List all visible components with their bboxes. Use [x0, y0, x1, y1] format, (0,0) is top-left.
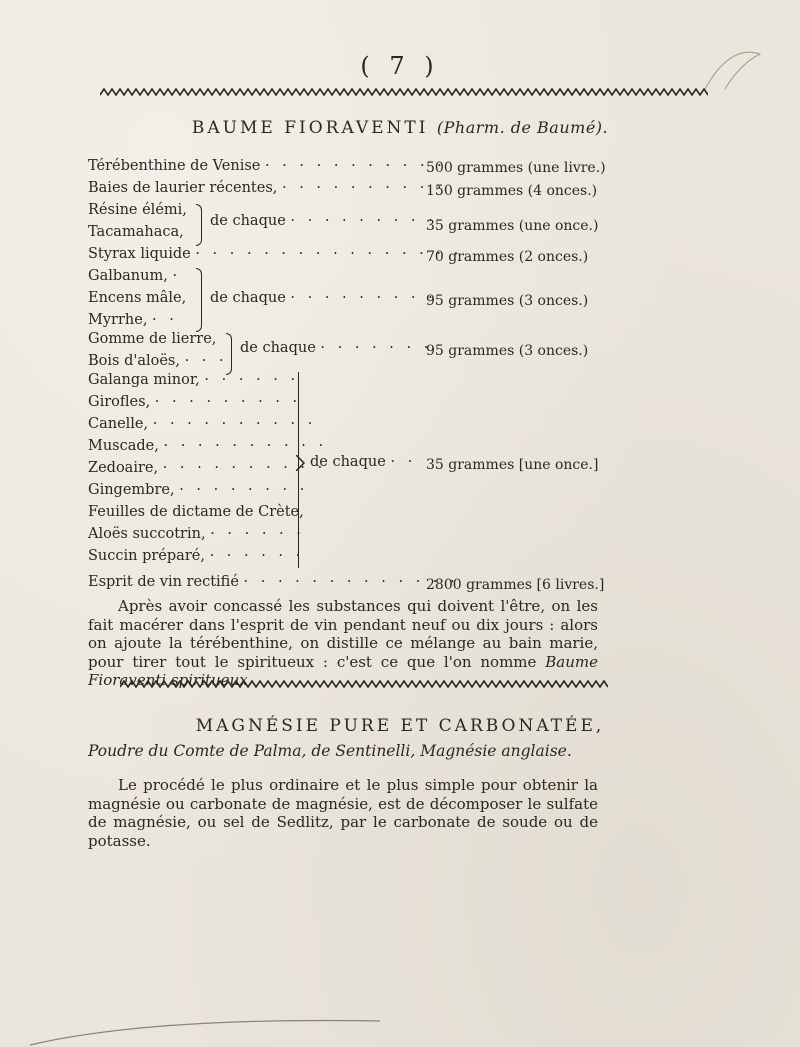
group-label: de chaque [240, 340, 316, 356]
paragraph-text: Le procédé le plus ordinaire et le plus simple pour obtenir la magnésie ou carbonate de magnésie, est de décomposer le sulfate de magnésie, ou sel de Sedlitz, par le carbonate de soude ou de potasse. [88, 776, 598, 850]
ingredient-name: Styrax liquide [88, 246, 191, 262]
ingredient-row: Gomme de lierre, [88, 331, 217, 347]
ingredient-name: Muscade, [88, 438, 159, 454]
ingredient-row [88, 158, 446, 174]
ingredient-name: Myrrhe, [88, 312, 148, 328]
section-title-baume [0, 118, 800, 138]
brace-point-icon [296, 455, 308, 471]
leader-dots: · · · · · · · [320, 340, 433, 356]
page-curve-shadow-icon [30, 1005, 390, 1047]
ingredient-row [88, 268, 181, 284]
ingredient-name: Feuilles de dictame de Crète, [88, 504, 304, 520]
group-brace [226, 333, 232, 375]
ingredient-name: Canelle, [88, 416, 149, 432]
ingredient-row [88, 246, 462, 262]
leader-dots: · · [152, 312, 178, 328]
leader-dots: · · · · · · · · · · [281, 180, 446, 196]
ingredient-name: Zedoaire, [88, 460, 159, 476]
body-paragraph [88, 597, 598, 690]
ingredient-name: Bois d'aloës, [88, 353, 180, 369]
zigzag-rule-icon [120, 680, 608, 688]
group-label: de chaque [310, 454, 386, 470]
ingredient-row [88, 416, 316, 432]
ingredient-name: Aloës succotrin, [88, 526, 206, 542]
group-label: de chaque [210, 290, 286, 306]
leader-dots: · · · · · · · · · [290, 290, 437, 306]
section-subtitle: Poudre du Comte de Palma, de Sentinelli, Magnésie anglaise. [88, 742, 572, 760]
leader-dots: · · · · · · [210, 526, 305, 542]
group-label-row [210, 290, 437, 306]
ingredient-row [88, 180, 446, 196]
ingredient-row: Résine élémi, [88, 202, 187, 218]
ingredient-row [88, 574, 459, 590]
leader-dots: · · · · · · · · · · · [264, 158, 446, 174]
leader-dots: · · · · · · · · · · · · · [243, 574, 459, 590]
group-amount: 95 grammes (3 onces.) [426, 293, 589, 309]
ingredient-name: Galbanum, [88, 268, 168, 284]
section-title-text: BAUME FIORAVENTI [191, 118, 429, 138]
ingredient-name: Galanga minor, [88, 372, 200, 388]
leader-dots: · · · · · · · · · · [152, 416, 317, 432]
leader-dots: · · · · · · · · · · [162, 460, 327, 476]
ingredient-row: Tacamahaca, [88, 224, 184, 240]
ingredient-amount: 70 grammes (2 onces.) [426, 249, 589, 265]
group-amount: 95 grammes (3 onces.) [426, 343, 589, 359]
leader-dots: · · · [184, 353, 228, 369]
group-amount: 35 grammes (une once.) [426, 218, 599, 234]
body-paragraph [88, 776, 598, 850]
group-label-row [210, 213, 437, 229]
ingredient-row [88, 372, 299, 388]
group-label-row [310, 454, 416, 470]
ingredient-name: Baies de laurier récentes, [88, 180, 278, 196]
leader-dots: · · · · · · · · · · [163, 438, 328, 454]
group-brace [196, 268, 202, 332]
group-label-row [240, 340, 432, 356]
leader-dots: · · · · · · [204, 372, 300, 388]
decorative-rule-top [100, 88, 708, 96]
group-label: de chaque [210, 213, 286, 229]
ingredient-row [88, 504, 304, 520]
ingredient-row [88, 526, 305, 542]
ingredient-row [88, 394, 301, 410]
corner-mark-icon [700, 44, 770, 94]
ingredient-name: Esprit de vin rectifié [88, 574, 239, 590]
leader-dots: · · [390, 454, 417, 470]
leader-dots: · · · · · · · · [179, 482, 309, 498]
leader-dots: · · · · · · · · · [290, 213, 437, 229]
ingredient-row [88, 438, 327, 454]
group-amount: 35 grammes [une once.] [426, 457, 599, 473]
leader-dots: · [172, 268, 182, 284]
section-title-reference: (Pharm. de Baumé). [436, 118, 609, 137]
ingredient-name: Succin préparé, [88, 548, 205, 564]
zigzag-rule-icon [100, 88, 708, 96]
ingredient-name: Térébenthine de Venise [88, 158, 261, 174]
ingredient-row [88, 548, 304, 564]
ingredient-row [88, 353, 228, 369]
ingredient-name: Gingembre, [88, 482, 175, 498]
leader-dots: · · · · · · · · · [154, 394, 302, 410]
ingredient-row: Encens mâle, [88, 290, 187, 306]
paragraph-italic: Baume Fioraventi spiritueux. [88, 652, 598, 689]
ingredient-amount: 150 grammes (4 onces.) [426, 183, 598, 199]
section-title-magnesie: MAGNÉSIE PURE ET CARBONATÉE, [195, 716, 605, 736]
ingredient-amount: 500 grammes (une livre.) [426, 160, 606, 176]
ingredient-row [88, 312, 178, 328]
leader-dots: · · · · · · · · · · · · · · · · [195, 246, 463, 262]
ingredient-row [88, 460, 326, 476]
paragraph-text: Après avoir concassé les substances qui doivent l'être, on les fait macérer dans l'esprit de vin pendant neuf ou dix jours : alors on ajoute la térébenthine, on distille ce mélange au bain marie, pour tirer tout le spiritueux : c'est ce que l'on nomme [88, 597, 598, 671]
ingredient-amount: 2800 grammes [6 livres.] [426, 577, 605, 593]
group-brace [196, 204, 202, 246]
page-number: ( 7 ) [360, 52, 440, 80]
ingredient-name: Girofles, [88, 394, 151, 410]
leader-dots: · · · · · · [209, 548, 305, 564]
ingredient-row [88, 482, 308, 498]
decorative-rule-middle [120, 680, 608, 688]
